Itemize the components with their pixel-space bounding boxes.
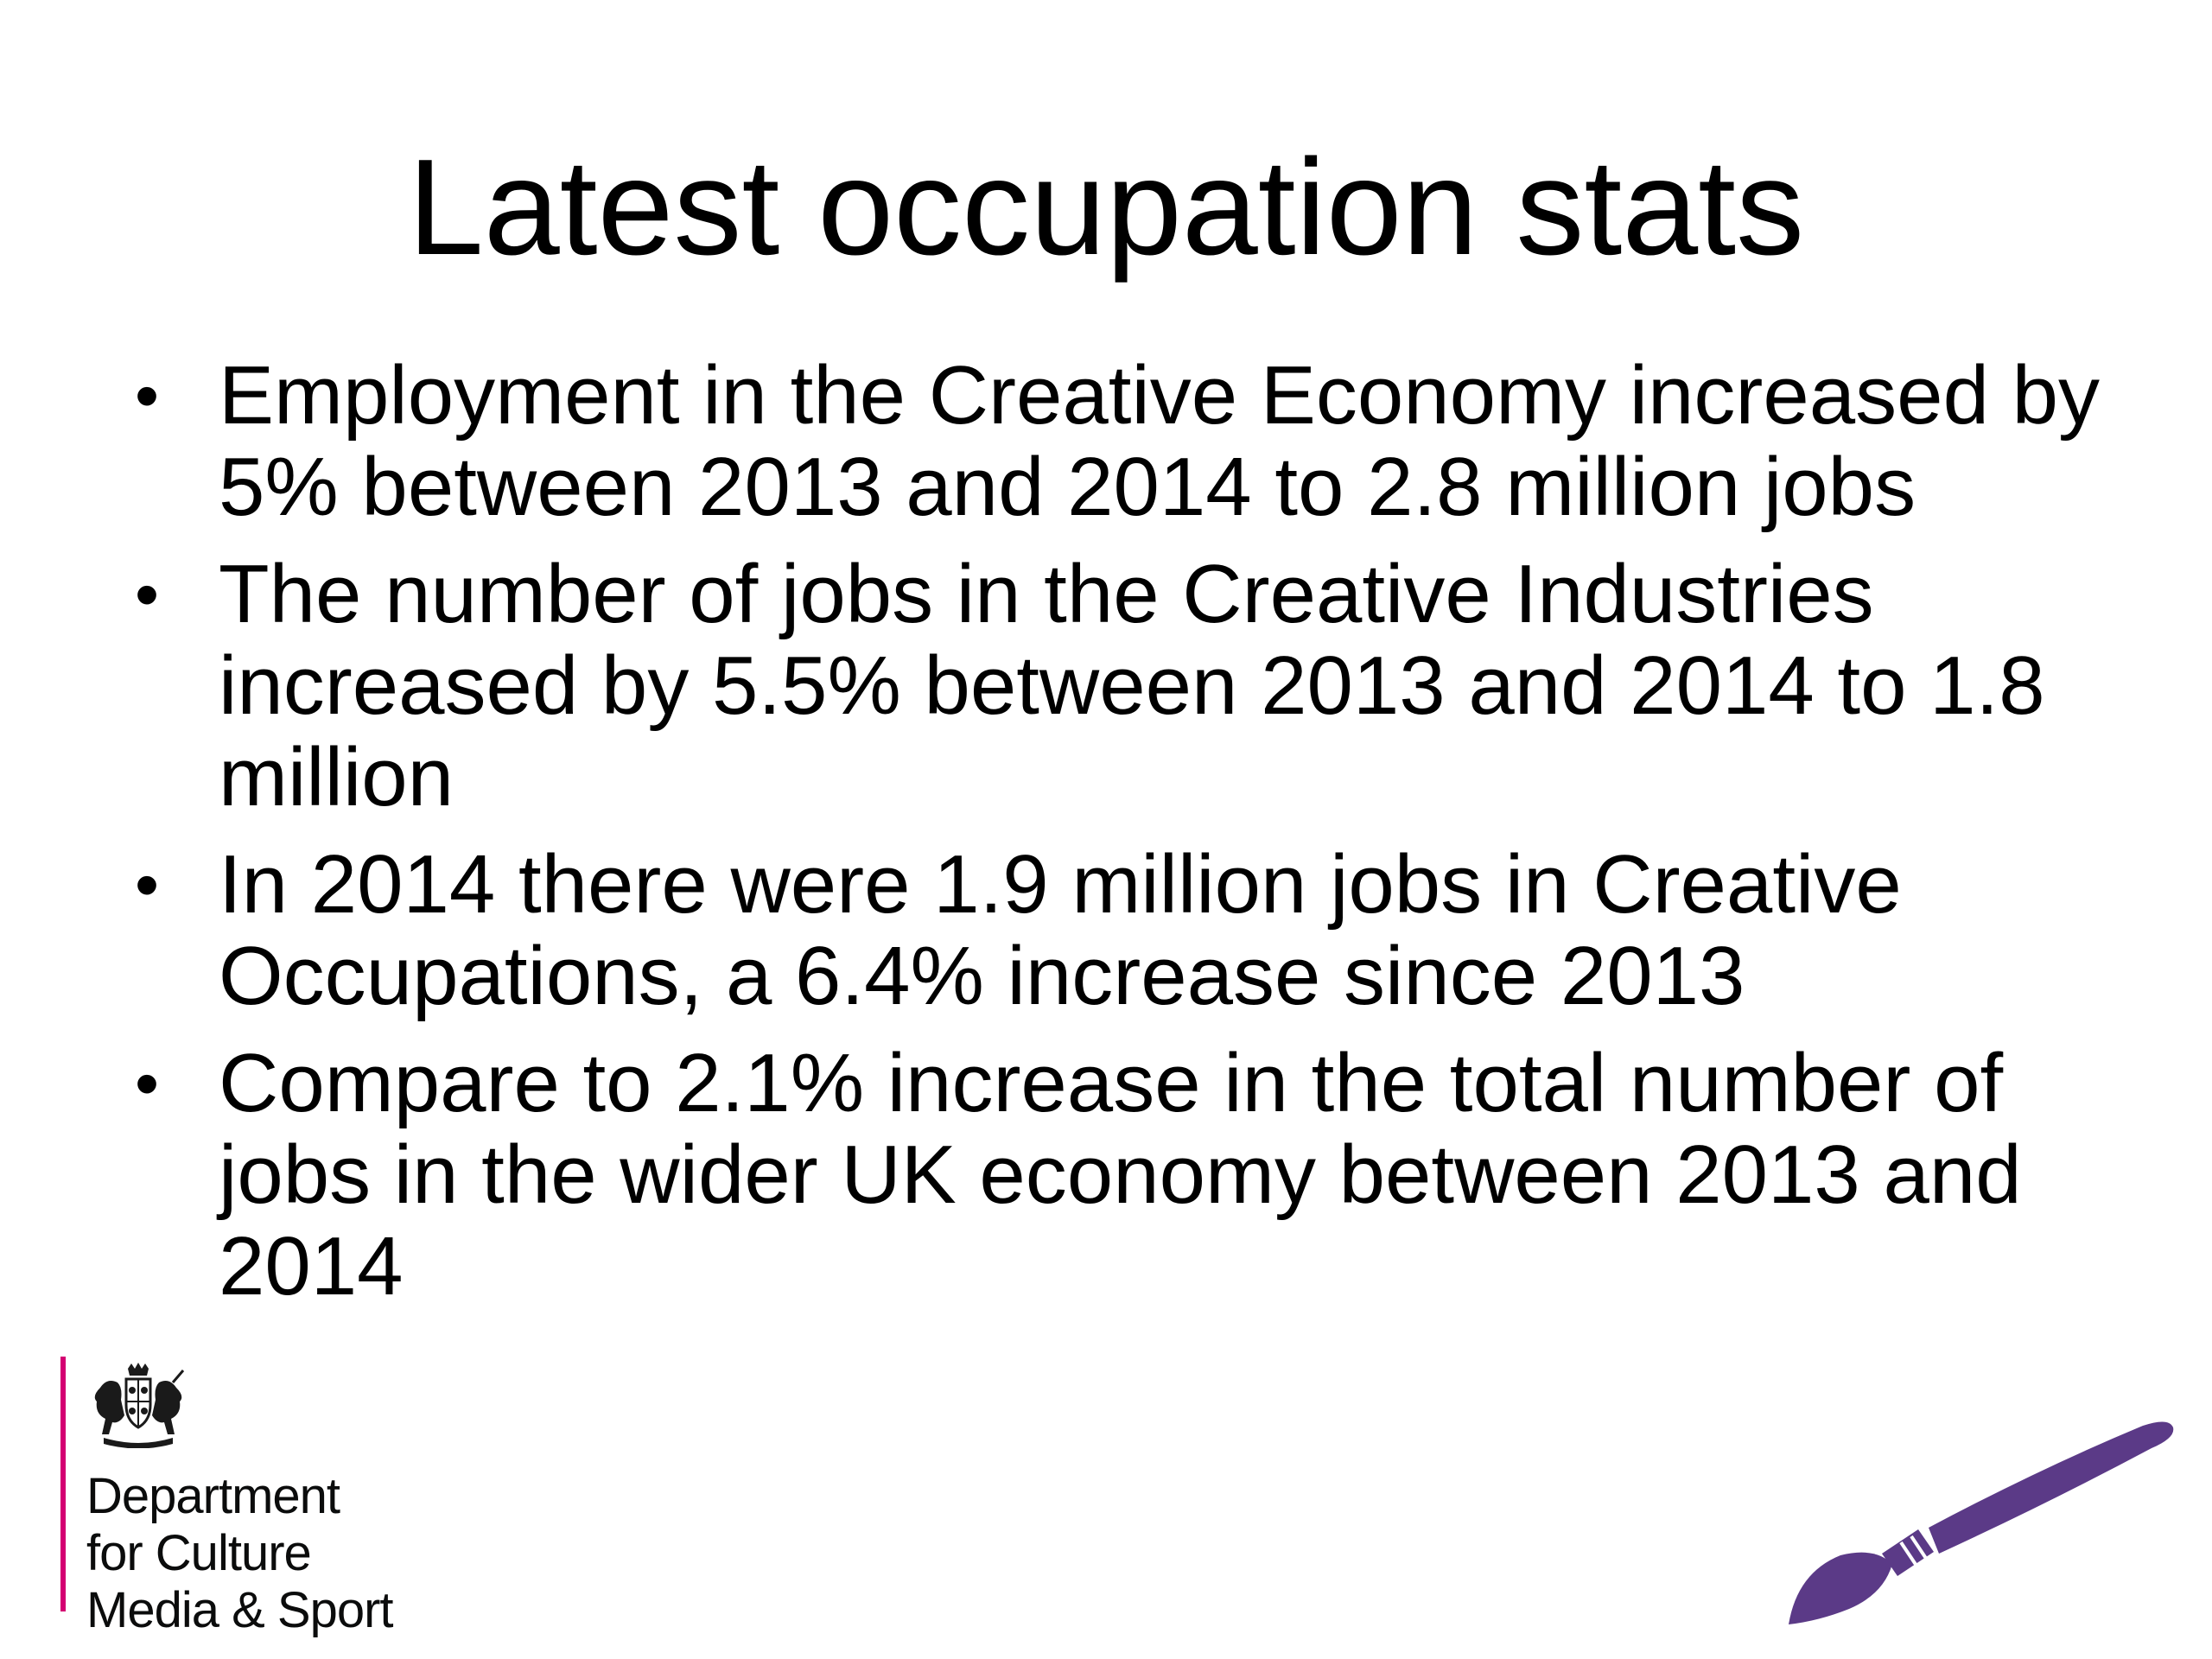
logo-line-culture: for Culture <box>86 1525 311 1581</box>
bullet-item <box>130 839 2117 1022</box>
bullet-marker: • <box>134 357 159 434</box>
bullet-marker: • <box>134 846 159 923</box>
bullet-marker: • <box>134 1045 159 1122</box>
brush-handle <box>1929 1421 2173 1554</box>
royal-crest-icon <box>86 1362 190 1448</box>
bullet-item <box>130 350 2117 533</box>
brush-tip <box>1789 1553 1892 1624</box>
logo-line-media-sport: Media & Sport <box>86 1582 393 1638</box>
logo-line-department: Department <box>86 1468 340 1524</box>
paintbrush-icon <box>1780 1408 2177 1633</box>
slide-title: Latest occupation stats <box>407 131 1805 283</box>
dcms-logo <box>60 1357 458 1638</box>
bullet-text: Employment in the Creative Economy increased by 5% between 2013 and 2014 to 2.8 million jobs <box>219 349 2101 533</box>
bullet-marker: • <box>134 556 159 632</box>
bullet-text: The number of jobs in the Creative Industries increased by 5.5% between 2013 and 2014 to 1.8 million <box>219 548 2045 823</box>
bullet-list <box>130 350 2117 1328</box>
bullet-item <box>130 549 2117 823</box>
bullet-item <box>130 1038 2117 1313</box>
bullet-text: In 2014 there were 1.9 million jobs in Creative Occupations, a 6.4% increase since 2013 <box>219 838 1902 1022</box>
bullet-text: Compare to 2.1% increase in the total number of jobs in the wider UK economy between 2013 and 2014 <box>219 1037 2022 1313</box>
